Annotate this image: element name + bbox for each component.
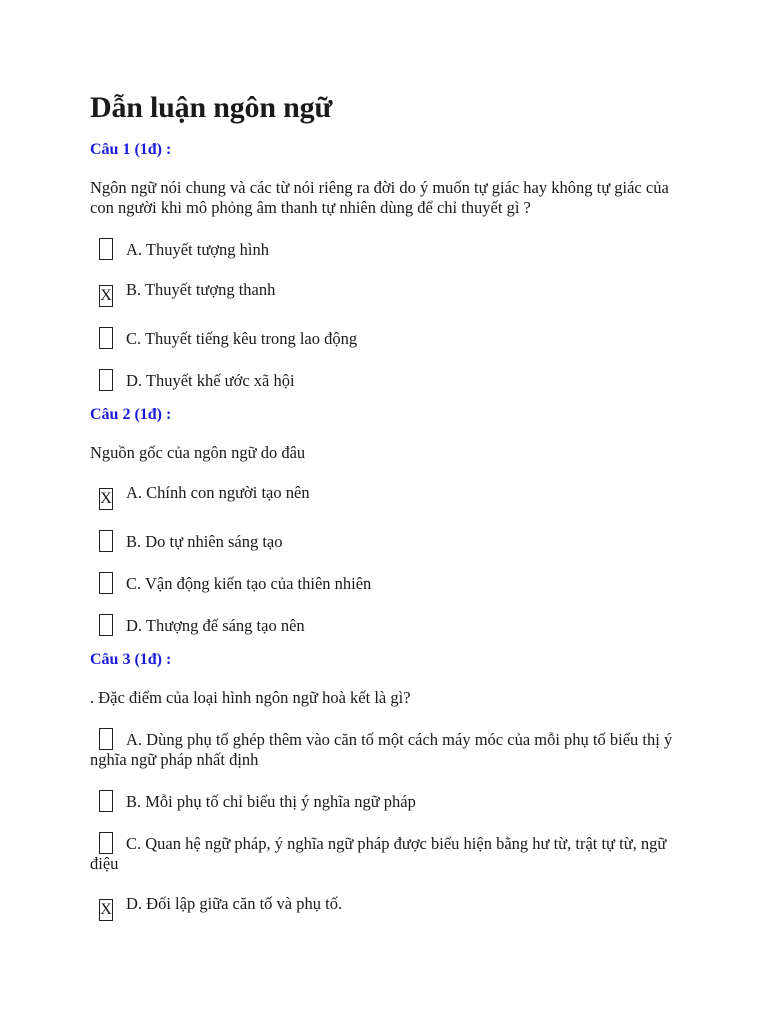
answer-checkbox[interactable]: X — [99, 285, 113, 307]
question-2 — [90, 405, 682, 636]
answer-checkbox[interactable]: X — [99, 899, 113, 921]
option-label: D. Đối lập giữa căn tố và phụ tố. — [126, 894, 343, 913]
option-label: B. Do tự nhiên sáng tạo — [126, 532, 283, 551]
answer-option — [90, 894, 682, 921]
answer-option — [90, 790, 682, 812]
question-heading: Câu 1 (1đ) : — [90, 141, 172, 158]
option-label: C. Thuyết tiếng kêu trong lao động — [126, 329, 358, 348]
option-label: A. Dùng phụ tố ghép thêm vào căn tố một cách máy móc của mỗi phụ tố biểu thị ý nghĩa ngữ pháp nhất định — [90, 730, 673, 769]
page-title: Dẫn luận ngôn ngữ — [90, 91, 333, 124]
option-label: A. Thuyết tượng hình — [126, 240, 269, 259]
option-label: D. Thượng đế sáng tạo nên — [126, 616, 305, 635]
answer-checkbox[interactable] — [99, 790, 113, 812]
option-label: C. Quan hệ ngữ pháp, ý nghĩa ngữ pháp được biểu hiện bằng hư từ, trật tự từ, ngữ điệu — [90, 834, 667, 873]
answer-checkbox[interactable] — [99, 572, 113, 594]
answer-checkbox[interactable]: X — [99, 488, 113, 510]
question-heading: Câu 2 (1đ) : — [90, 406, 172, 423]
answer-checkbox[interactable] — [99, 369, 113, 391]
answer-option — [90, 614, 682, 636]
answer-checkbox[interactable] — [99, 530, 113, 552]
option-label: D. Thuyết khế ước xã hội — [126, 371, 295, 390]
question-prompt: . Đặc điểm của loại hình ngôn ngữ hoà kết là gì? — [90, 688, 411, 707]
answer-option — [90, 280, 682, 307]
answer-option — [90, 572, 682, 594]
answer-option — [90, 728, 682, 770]
answer-checkbox[interactable] — [99, 614, 113, 636]
answer-option — [90, 238, 682, 260]
answer-checkbox[interactable] — [99, 728, 113, 750]
question-heading: Câu 3 (1đ) : — [90, 651, 172, 668]
question-prompt: Nguồn gốc của ngôn ngữ do đâu — [90, 443, 306, 462]
answer-checkbox[interactable] — [99, 238, 113, 260]
question-3 — [90, 650, 682, 921]
option-label: B. Mỗi phụ tố chỉ biểu thị ý nghĩa ngữ pháp — [126, 792, 416, 811]
option-label: B. Thuyết tượng thanh — [126, 280, 276, 299]
option-label: C. Vận động kiến tạo của thiên nhiên — [126, 574, 372, 593]
answer-option — [90, 483, 682, 510]
option-label: A. Chính con người tạo nên — [126, 483, 310, 502]
answer-option — [90, 327, 682, 349]
answer-checkbox[interactable] — [99, 327, 113, 349]
question-prompt: Ngôn ngữ nói chung và các từ nói riêng ra đời do ý muốn tự giác hay không tự giác của con người khi mô phỏng âm thanh tự nhiên dùng để chỉ thuyết gì ? — [90, 178, 669, 217]
answer-option — [90, 530, 682, 552]
document-page — [90, 90, 682, 921]
question-1 — [90, 140, 682, 391]
answer-checkbox[interactable] — [99, 832, 113, 854]
answer-option — [90, 832, 682, 874]
answer-option — [90, 369, 682, 391]
